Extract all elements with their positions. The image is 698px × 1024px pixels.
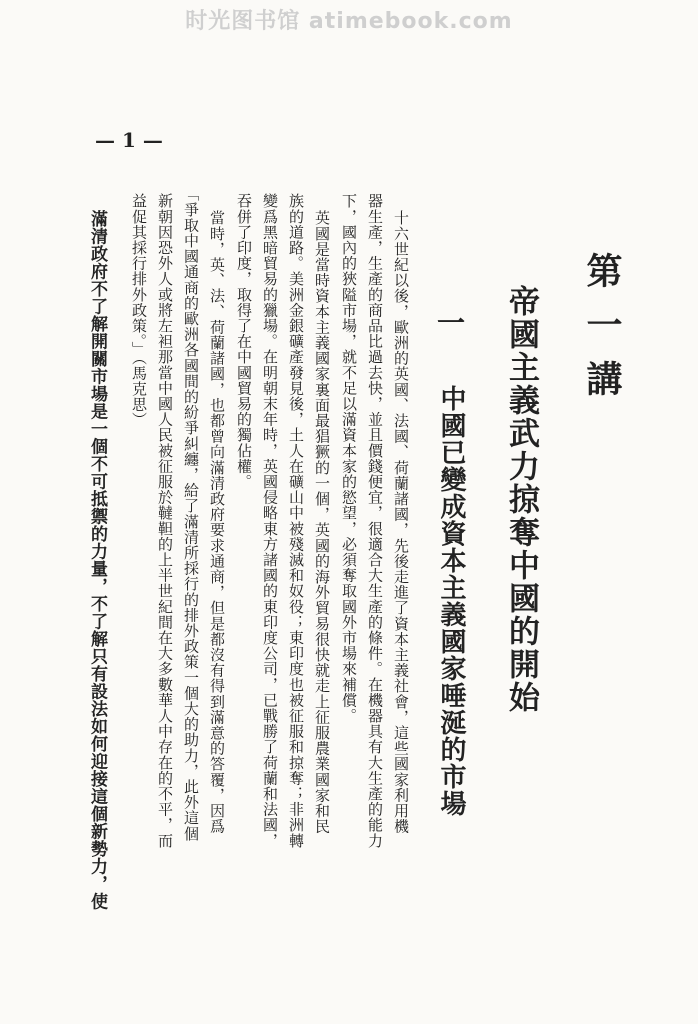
body-column: 下，國內的狹隘市場，就不足以滿資本家的慾望，必須奪取國外市場來補償。 bbox=[340, 193, 358, 724]
body-column: 「爭取中國通商的歐洲各國間的紛爭糾纏，給了滿清所採行的排外政策一個大的助力，此外這個 bbox=[182, 186, 200, 842]
body-column: 變爲黑暗貿易的獵場。在明朝末年時，英國侵略東方諸國的東印度公司，已戰勝了荷蘭和法國， bbox=[261, 193, 279, 849]
body-column: 器生產，生產的商品比過去快，並且價錢便宜，很適合大生產的條件。在機器具有大生產的能力 bbox=[366, 193, 384, 849]
page-number: — 1 — bbox=[95, 128, 163, 152]
chapter-title: 帝國主義武力掠奪中國的開始 bbox=[503, 285, 539, 714]
body-column: 益促其採行排外政策。」（馬克思） bbox=[130, 193, 148, 428]
body-column: 吞併了印度，取得了在中國貿易的獨佔權。 bbox=[235, 193, 253, 490]
section-title: 中國已變成資本主義國家唾涎的市場 bbox=[436, 385, 466, 817]
body-column: 英國是當時資本主義國家裏面最猖獗的一個，英國的海外貿易很快就走上征服農業國家和民 bbox=[313, 210, 331, 834]
body-column: 當時，英、法、荷蘭諸國，也都曾向滿清政府要求通商，但是都沒有得到滿意的答覆，因爲 bbox=[208, 210, 226, 834]
lecture-heading: 第一講 bbox=[581, 252, 623, 414]
body-column: 新朝因恐外人或將左袒那當中國人民被征服於韃靼的上半世紀間在大多數華人中存在的不平，而 bbox=[156, 193, 174, 849]
watermark: 时光图书馆 atimebook.com bbox=[185, 9, 513, 34]
body-column: 族的道路。美洲金銀礦產發見後，土人在礦山中被殘滅和奴役；東印度也被征服和掠奪；非洲轉 bbox=[287, 193, 305, 849]
section-number: 一 bbox=[433, 308, 466, 336]
footer-line: 滿清政府不了解開關市場是一個不可抵禦的力量，不了解只有設法如何迎接這個新勢力，使 bbox=[87, 210, 107, 910]
body-column: 十六世紀以後，歐洲的英國、法國、荷蘭諸國，先後走進了資本主義社會，這些國家利用機 bbox=[392, 210, 410, 834]
